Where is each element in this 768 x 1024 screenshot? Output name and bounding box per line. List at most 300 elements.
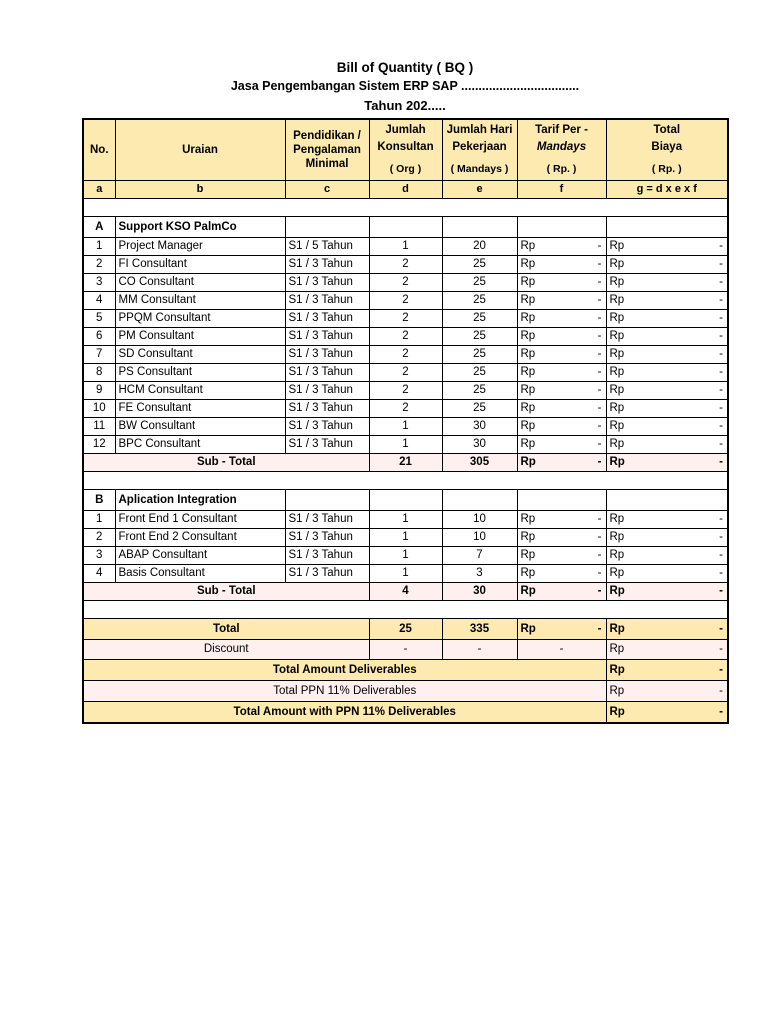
row-total-biaya [606, 565, 728, 583]
table-row [83, 418, 728, 436]
header-hari [442, 119, 517, 158]
currency-label: Rp [609, 312, 625, 324]
row-tarif [517, 382, 606, 400]
total-tarif [517, 619, 606, 640]
row-konsultan: 1 [369, 418, 442, 436]
amount-value: - [597, 567, 602, 579]
row-mandays: 10 [442, 529, 517, 547]
currency-label: Rp [520, 258, 536, 270]
section-b-subtotal-row [83, 583, 728, 601]
row-total-biaya [606, 346, 728, 364]
row-total-biaya [606, 529, 728, 547]
total-row [83, 619, 728, 640]
currency-label: Rp [520, 240, 536, 252]
row-konsultan: 1 [369, 547, 442, 565]
section-name: Aplication Integration [115, 490, 285, 511]
header-tarif-line1: Tarif Per - [535, 124, 588, 136]
row-konsultan: 1 [369, 238, 442, 256]
currency-label: Rp [609, 330, 625, 342]
section-a-subtotal-row [83, 454, 728, 472]
row-no: 7 [83, 346, 115, 364]
row-mandays: 25 [442, 346, 517, 364]
row-total-biaya [606, 364, 728, 382]
row-konsultan: 1 [369, 436, 442, 454]
row-tarif [517, 547, 606, 565]
discount-row [83, 640, 728, 660]
amount-value: - [719, 622, 723, 635]
row-uraian: BW Consultant [115, 418, 285, 436]
amount-value: - [719, 456, 723, 468]
amount-value: - [597, 348, 602, 360]
row-tarif [517, 328, 606, 346]
amount-value: - [719, 258, 723, 270]
header-total-line1: Total [653, 124, 681, 136]
amount-value: - [719, 585, 723, 597]
row-no: 4 [83, 565, 115, 583]
letter-e: e [442, 181, 517, 199]
subtotal-label: Sub - Total [83, 454, 369, 472]
letter-g: g = d x e x f [606, 181, 728, 199]
row-uraian: PM Consultant [115, 328, 285, 346]
header-no: No. [83, 119, 115, 181]
bq-table [82, 118, 729, 724]
amount-value: - [719, 705, 723, 718]
header-hari-line2: Pekerjaan [452, 141, 507, 153]
header-pendidikan-line1: Pendidikan / [293, 130, 361, 142]
amount-value: - [719, 549, 723, 561]
amount-value: - [719, 438, 723, 450]
spacer-cell [83, 601, 728, 619]
row-tarif [517, 364, 606, 382]
row-mandays: 7 [442, 547, 517, 565]
section-a-header-row [83, 217, 728, 238]
discount-mandays: - [442, 640, 517, 660]
row-tarif [517, 346, 606, 364]
row-konsultan: 2 [369, 274, 442, 292]
header-total [606, 119, 728, 158]
row-uraian: Basis Consultant [115, 565, 285, 583]
discount-total-biaya [606, 640, 728, 660]
total-with-ppn-row [83, 702, 728, 724]
currency-label: Rp [520, 330, 536, 342]
subtotal-konsultan: 21 [369, 454, 442, 472]
spacer-cell [83, 472, 728, 490]
amount-value: - [597, 513, 602, 525]
row-pendidikan: S1 / 3 Tahun [285, 364, 369, 382]
table-row [83, 547, 728, 565]
total-with-ppn-row-value [606, 702, 728, 724]
table-row [83, 529, 728, 547]
row-konsultan: 2 [369, 310, 442, 328]
currency-label: Rp [520, 276, 536, 288]
row-no: 9 [83, 382, 115, 400]
currency-label: Rp [520, 438, 536, 450]
total-with-ppn-row-label: Total Amount with PPN 11% Deliverables [83, 702, 606, 724]
row-no: 12 [83, 436, 115, 454]
row-no: 10 [83, 400, 115, 418]
amount-value: - [597, 549, 602, 561]
currency-label: Rp [520, 312, 536, 324]
row-mandays: 25 [442, 274, 517, 292]
amount-value: - [719, 684, 723, 697]
header-jumlah [369, 119, 442, 158]
currency-label: Rp [520, 366, 536, 378]
header-hari-unit: ( Mandays ) [442, 158, 517, 181]
row-pendidikan: S1 / 3 Tahun [285, 274, 369, 292]
row-tarif [517, 274, 606, 292]
subtotal-tarif [517, 583, 606, 601]
total-mandays: 335 [442, 619, 517, 640]
row-total-biaya [606, 436, 728, 454]
amount-value: - [597, 312, 602, 324]
amount-value: - [597, 531, 602, 543]
currency-label: Rp [520, 531, 536, 543]
amount-value: - [719, 513, 723, 525]
empty-cell [606, 217, 728, 238]
letter-a: a [83, 181, 115, 199]
discount-konsultan: - [369, 640, 442, 660]
row-tarif [517, 310, 606, 328]
empty-cell [285, 217, 369, 238]
amount-value: - [719, 531, 723, 543]
row-uraian: Front End 1 Consultant [115, 511, 285, 529]
row-total-biaya [606, 418, 728, 436]
header-hari-line1: Jumlah Hari [446, 124, 513, 136]
row-total-biaya [606, 256, 728, 274]
document-title: Bill of Quantity ( BQ ) [336, 60, 474, 75]
header-pendidikan-line2: Pengalaman [293, 144, 361, 156]
row-pendidikan: S1 / 3 Tahun [285, 382, 369, 400]
header-jumlah-unit: ( Org ) [369, 158, 442, 181]
row-konsultan: 2 [369, 364, 442, 382]
amount-value: - [719, 402, 723, 414]
empty-cell [442, 490, 517, 511]
currency-label: Rp [609, 438, 625, 450]
row-tarif [517, 511, 606, 529]
row-pendidikan: S1 / 3 Tahun [285, 328, 369, 346]
row-uraian: FI Consultant [115, 256, 285, 274]
row-uraian: PPQM Consultant [115, 310, 285, 328]
amount-value: - [719, 330, 723, 342]
row-no: 1 [83, 511, 115, 529]
row-konsultan: 1 [369, 529, 442, 547]
header-pendidikan-line3: Minimal [305, 158, 349, 170]
currency-label: Rp [520, 348, 536, 360]
header-total-line2: Biaya [651, 141, 683, 153]
letter-c: c [285, 181, 369, 199]
currency-label: Rp [609, 258, 625, 270]
row-mandays: 3 [442, 565, 517, 583]
row-uraian: FE Consultant [115, 400, 285, 418]
row-tarif [517, 529, 606, 547]
table-row [83, 328, 728, 346]
currency-label: Rp [609, 348, 625, 360]
row-konsultan: 2 [369, 400, 442, 418]
table-row [83, 364, 728, 382]
row-pendidikan: S1 / 3 Tahun [285, 529, 369, 547]
amount-value: - [719, 312, 723, 324]
currency-label: Rp [609, 663, 625, 676]
empty-cell [369, 490, 442, 511]
currency-label: Rp [609, 585, 625, 597]
row-pendidikan: S1 / 3 Tahun [285, 436, 369, 454]
row-total-biaya [606, 547, 728, 565]
table-row [83, 256, 728, 274]
subtotal-mandays: 305 [442, 454, 517, 472]
row-no: 8 [83, 364, 115, 382]
row-pendidikan: S1 / 3 Tahun [285, 400, 369, 418]
row-no: 5 [83, 310, 115, 328]
row-mandays: 25 [442, 364, 517, 382]
row-total-biaya [606, 310, 728, 328]
currency-label: Rp [609, 622, 625, 635]
subtotal-total-biaya [606, 583, 728, 601]
row-mandays: 25 [442, 328, 517, 346]
row-mandays: 25 [442, 400, 517, 418]
letter-d: d [369, 181, 442, 199]
total-amount-row-value [606, 660, 728, 681]
amount-value: - [597, 258, 602, 270]
letter-b: b [115, 181, 285, 199]
currency-label: Rp [609, 531, 625, 543]
empty-cell [369, 217, 442, 238]
table-row [83, 292, 728, 310]
amount-value: - [597, 366, 602, 378]
row-no: 1 [83, 238, 115, 256]
row-mandays: 25 [442, 382, 517, 400]
empty-cell [517, 490, 606, 511]
currency-label: Rp [609, 384, 625, 396]
row-konsultan: 1 [369, 511, 442, 529]
row-tarif [517, 565, 606, 583]
currency-label: Rp [609, 643, 625, 655]
table-row [83, 274, 728, 292]
currency-label: Rp [520, 549, 536, 561]
row-mandays: 20 [442, 238, 517, 256]
document-subtitle: Jasa Pengembangan Sistem ERP SAP .................................. [230, 79, 580, 93]
row-uraian: Front End 2 Consultant [115, 529, 285, 547]
amount-value: - [719, 294, 723, 306]
subtotal-label: Sub - Total [83, 583, 369, 601]
row-uraian: HCM Consultant [115, 382, 285, 400]
amount-value: - [597, 420, 602, 432]
row-total-biaya [606, 511, 728, 529]
currency-label: Rp [609, 513, 625, 525]
total-ppn-row [83, 681, 728, 702]
currency-label: Rp [520, 567, 536, 579]
row-total-biaya [606, 274, 728, 292]
currency-label: Rp [609, 294, 625, 306]
row-tarif [517, 238, 606, 256]
row-tarif [517, 400, 606, 418]
header-jumlah-line2: Konsultan [377, 141, 434, 153]
currency-label: Rp [609, 402, 625, 414]
amount-value: - [719, 567, 723, 579]
section-code: A [83, 217, 115, 238]
subtotal-konsultan: 4 [369, 583, 442, 601]
row-pendidikan: S1 / 3 Tahun [285, 256, 369, 274]
amount-value: - [719, 348, 723, 360]
currency-label: Rp [609, 276, 625, 288]
table-row [83, 382, 728, 400]
row-uraian: ABAP Consultant [115, 547, 285, 565]
total-ppn-row-value [606, 681, 728, 702]
spacer-row [83, 601, 728, 619]
amount-value: - [719, 240, 723, 252]
row-tarif [517, 292, 606, 310]
row-uraian: CO Consultant [115, 274, 285, 292]
row-konsultan: 2 [369, 382, 442, 400]
letter-f: f [517, 181, 606, 199]
currency-label: Rp [520, 402, 536, 414]
amount-value: - [719, 276, 723, 288]
subtotal-total-biaya [606, 454, 728, 472]
table-row [83, 238, 728, 256]
row-mandays: 30 [442, 436, 517, 454]
currency-label: Rp [609, 567, 625, 579]
row-tarif [517, 256, 606, 274]
currency-label: Rp [609, 705, 625, 718]
row-total-biaya [606, 328, 728, 346]
currency-label: Rp [609, 240, 625, 252]
section-name: Support KSO PalmCo [115, 217, 285, 238]
header-pendidikan [285, 119, 369, 181]
section-b-header-row [83, 490, 728, 511]
row-pendidikan: S1 / 3 Tahun [285, 547, 369, 565]
amount-value: - [597, 276, 602, 288]
total-konsultan: 25 [369, 619, 442, 640]
row-mandays: 25 [442, 310, 517, 328]
total-amount-row-label: Total Amount Deliverables [83, 660, 606, 681]
empty-cell [517, 217, 606, 238]
amount-value: - [597, 294, 602, 306]
row-mandays: 30 [442, 418, 517, 436]
row-mandays: 10 [442, 511, 517, 529]
currency-label: Rp [520, 513, 536, 525]
document-title-block [0, 58, 768, 115]
amount-value: - [597, 585, 602, 597]
amount-value: - [597, 384, 602, 396]
row-uraian: Project Manager [115, 238, 285, 256]
total-ppn-row-label: Total PPN 11% Deliverables [83, 681, 606, 702]
column-letters-row [83, 181, 728, 199]
table-row [83, 310, 728, 328]
row-konsultan: 2 [369, 346, 442, 364]
header-total-unit: ( Rp. ) [606, 158, 728, 181]
row-tarif [517, 436, 606, 454]
discount-label: Discount [83, 640, 369, 660]
row-uraian: MM Consultant [115, 292, 285, 310]
row-no: 3 [83, 274, 115, 292]
row-total-biaya [606, 382, 728, 400]
amount-value: - [597, 622, 602, 635]
currency-label: Rp [520, 384, 536, 396]
row-konsultan: 2 [369, 256, 442, 274]
header-tarif-line2: Mandays [536, 141, 587, 153]
row-no: 11 [83, 418, 115, 436]
subtotal-mandays: 30 [442, 583, 517, 601]
section-code: B [83, 490, 115, 511]
table-row [83, 511, 728, 529]
amount-value: - [597, 456, 602, 468]
row-total-biaya [606, 238, 728, 256]
row-pendidikan: S1 / 3 Tahun [285, 346, 369, 364]
row-uraian: SD Consultant [115, 346, 285, 364]
currency-label: Rp [609, 420, 625, 432]
row-no: 2 [83, 256, 115, 274]
row-pendidikan: S1 / 3 Tahun [285, 292, 369, 310]
spacer-row [83, 472, 728, 490]
row-pendidikan: S1 / 3 Tahun [285, 310, 369, 328]
amount-value: - [719, 366, 723, 378]
empty-cell [442, 217, 517, 238]
currency-label: Rp [609, 456, 625, 468]
spacer-row [83, 199, 728, 217]
currency-label: Rp [520, 585, 536, 597]
row-no: 4 [83, 292, 115, 310]
empty-cell [606, 490, 728, 511]
row-uraian: PS Consultant [115, 364, 285, 382]
total-total-biaya [606, 619, 728, 640]
row-pendidikan: S1 / 5 Tahun [285, 238, 369, 256]
currency-label: Rp [609, 366, 625, 378]
header-tarif-unit: ( Rp. ) [517, 158, 606, 181]
discount-tarif: - [517, 640, 606, 660]
row-total-biaya [606, 400, 728, 418]
amount-value: - [719, 420, 723, 432]
currency-label: Rp [609, 684, 625, 697]
row-tarif [517, 418, 606, 436]
document-year: Tahun 202..... [364, 98, 446, 113]
row-konsultan: 2 [369, 292, 442, 310]
row-mandays: 25 [442, 256, 517, 274]
row-pendidikan: S1 / 3 Tahun [285, 418, 369, 436]
header-row [83, 119, 728, 158]
header-jumlah-line1: Jumlah [385, 124, 426, 136]
total-amount-row [83, 660, 728, 681]
amount-value: - [719, 643, 723, 655]
row-no: 3 [83, 547, 115, 565]
row-mandays: 25 [442, 292, 517, 310]
table-row [83, 436, 728, 454]
table-row [83, 565, 728, 583]
currency-label: Rp [520, 420, 536, 432]
row-uraian: BPC Consultant [115, 436, 285, 454]
empty-cell [285, 490, 369, 511]
currency-label: Rp [520, 622, 536, 635]
row-no: 6 [83, 328, 115, 346]
table-row [83, 400, 728, 418]
row-no: 2 [83, 529, 115, 547]
subtotal-tarif [517, 454, 606, 472]
currency-label: Rp [520, 294, 536, 306]
row-pendidikan: S1 / 3 Tahun [285, 511, 369, 529]
header-tarif [517, 119, 606, 158]
header-uraian: Uraian [115, 119, 285, 181]
amount-value: - [719, 384, 723, 396]
row-pendidikan: S1 / 3 Tahun [285, 565, 369, 583]
amount-value: - [597, 402, 602, 414]
currency-label: Rp [520, 456, 536, 468]
amount-value: - [597, 438, 602, 450]
row-total-biaya [606, 292, 728, 310]
table-row [83, 346, 728, 364]
total-label: Total [83, 619, 369, 640]
currency-label: Rp [609, 549, 625, 561]
amount-value: - [597, 330, 602, 342]
row-konsultan: 1 [369, 565, 442, 583]
spacer-cell [83, 199, 728, 217]
